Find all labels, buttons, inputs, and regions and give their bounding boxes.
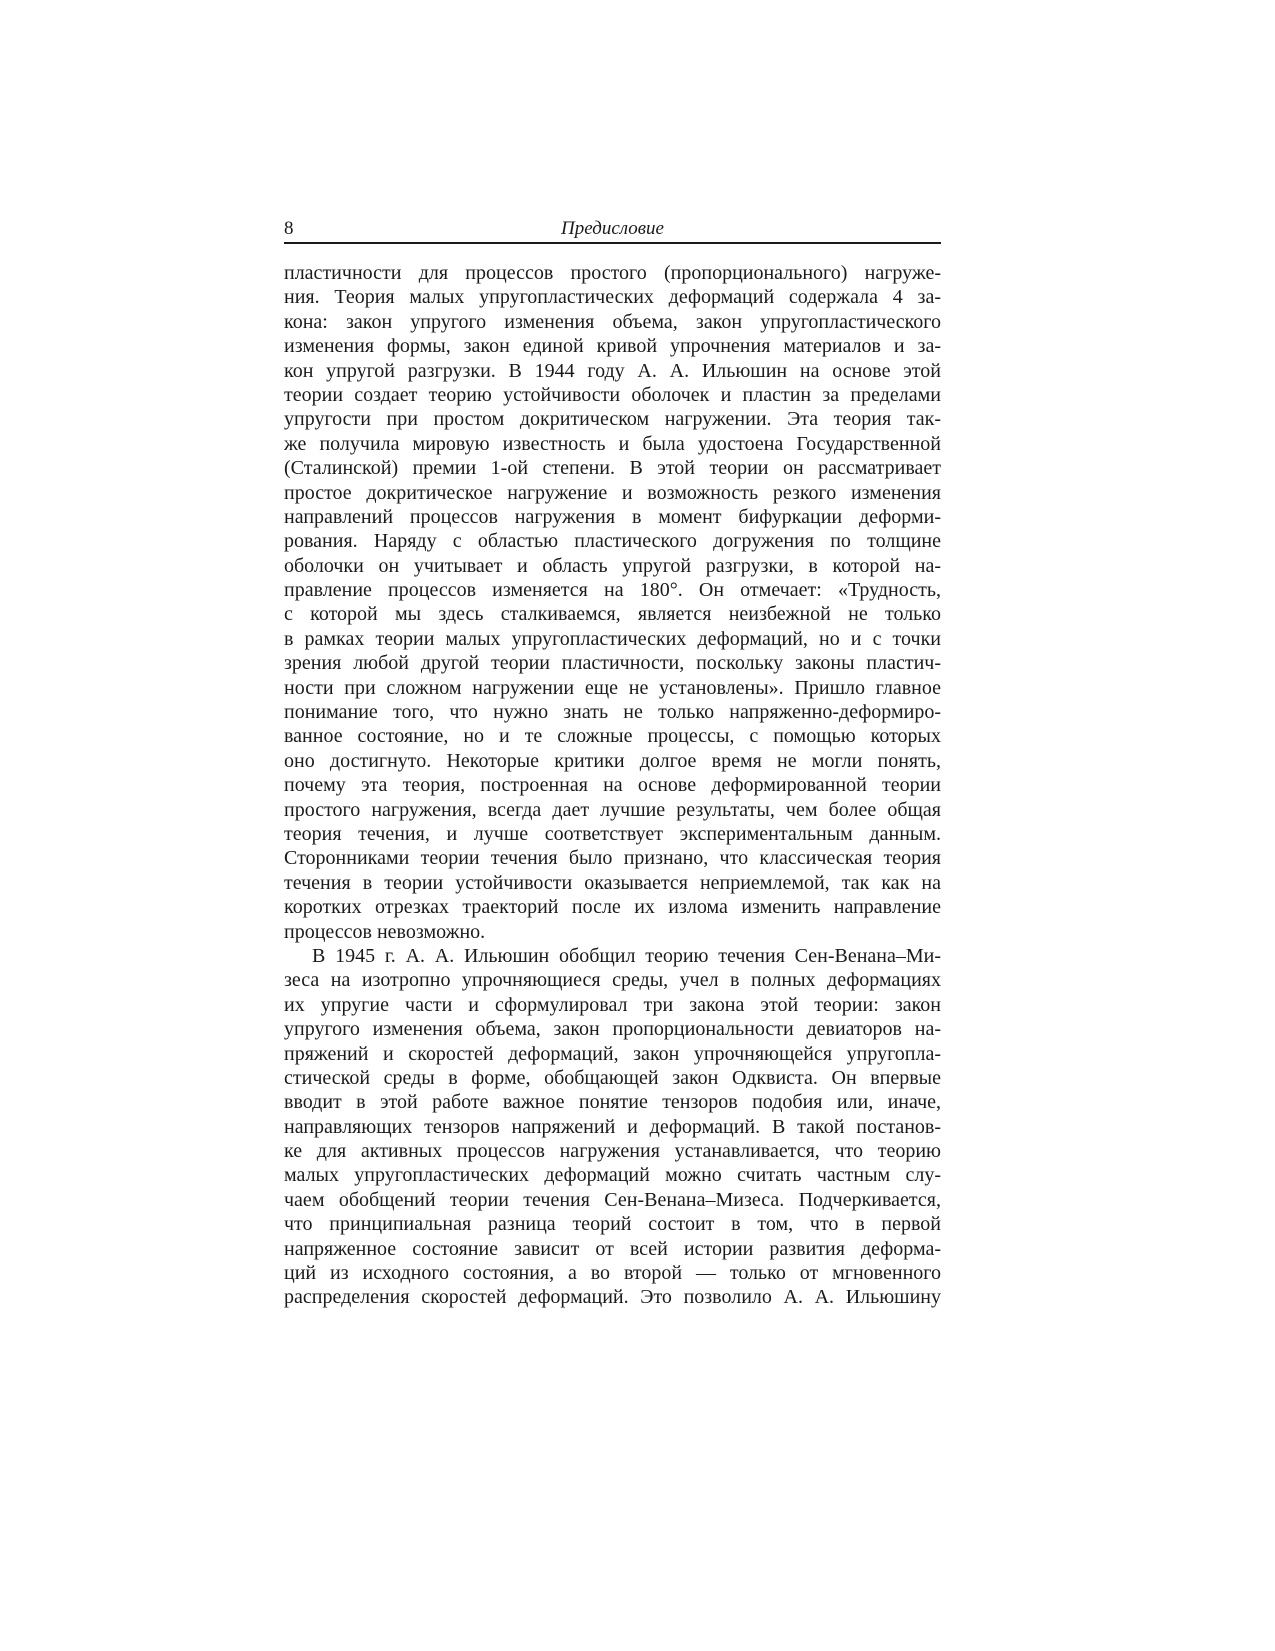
text-line: направляющих тензоров напряжений и деформаций. В такой постанов- <box>284 1115 941 1138</box>
running-title: Предисловие <box>561 218 664 239</box>
text-line: зеса на изотропно упрочняющиеся среды, учел в полных деформациях <box>284 969 941 992</box>
text-line: ния. Теория малых упругопластических деформаций содержала 4 за- <box>284 286 941 309</box>
text-line: оно достигнуто. Некоторые критики долгое время не могли понять, <box>284 749 941 772</box>
text-line: чаем обобщений теории течения Сен-Венана–Мизеса. Подчеркивается, <box>284 1188 941 1211</box>
text-line: рования. Наряду с областью пластического догружения по толщине <box>284 530 941 553</box>
text-line: теории создает теорию устойчивости оболочек и пластин за пределами <box>284 383 941 406</box>
text-line: ке для активных процессов нагружения устанавливается, что теорию <box>284 1140 941 1163</box>
text-line: процессов невозможно. <box>284 920 486 943</box>
text-line: пластичности для процессов простого (пропорционального) нагруже- <box>284 262 941 284</box>
text-line: изменения формы, закон единой кривой упрочнения материалов и за- <box>284 335 941 358</box>
text-line: правление процессов изменяется на 180°. Он отмечает: «Трудность, <box>284 579 941 602</box>
text-line: течения в теории устойчивости оказывается неприемлемой, так как на <box>284 871 941 894</box>
text-line: стической среды в форме, обобщающей закон Одквиста. Он впервые <box>284 1066 941 1089</box>
text-line: с которой мы здесь сталкиваемся, является неизбежной не только <box>284 603 941 626</box>
body-text <box>284 261 941 1310</box>
text-line: почему эта теория, построенная на основе деформированной теории <box>284 774 941 797</box>
text-line: В 1945 г. А. А. Ильюшин обобщил теорию течения Сен-Венана–Ми- <box>312 944 941 967</box>
text-line: же получила мировую известность и была удостоена Государственной <box>284 432 941 455</box>
text-line: распределения скоростей деформаций. Это позволило А. А. Ильюшину <box>284 1286 941 1309</box>
page-header <box>284 214 941 244</box>
text-line: коротких отрезках траекторий после их излома изменить направление <box>284 896 941 919</box>
text-line: упругого изменения объема, закон пропорциональности девиаторов на- <box>284 1018 941 1041</box>
text-line: в рамках теории малых упругопластических деформаций, но и с точки <box>284 627 941 650</box>
text-line: вводит в этой работе важное понятие тензоров подобия или, иначе, <box>284 1091 941 1114</box>
text-line: ности при сложном нагружении еще не установлены». Пришло главное <box>284 676 941 699</box>
text-line: малых упругопластических деформаций можно считать частным слу- <box>284 1164 941 1187</box>
text-line: понимание того, что нужно знать не только напряженно-деформиро- <box>284 701 941 724</box>
text-line: ций из исходного состояния, а во второй — только от мгновенного <box>284 1262 941 1285</box>
text-line: упругости при простом докритическом нагружении. Эта теория так- <box>284 408 941 431</box>
text-line: кона: закон упругого изменения объема, закон упругопластического <box>284 310 941 333</box>
text-line: направлений процессов нагружения в момент бифуркации деформи- <box>284 505 941 528</box>
paragraph-1 <box>284 261 941 944</box>
text-line: теория течения, и лучше соответствует экспериментальным данным. <box>284 822 941 845</box>
text-line: оболочки он учитывает и область упругой разгрузки, в которой на- <box>284 554 941 577</box>
text-line: ванное состояние, но и те сложные процессы, с помощью которых <box>284 725 941 748</box>
paragraph-2 <box>284 944 941 1310</box>
text-line: простое докритическое нагружение и возможность резкого изменения <box>284 481 941 504</box>
text-line: их упругие части и сформулировал три закона этой теории: закон <box>284 993 941 1016</box>
text-line: напряженное состояние зависит от всей истории развития деформа- <box>284 1237 941 1260</box>
text-line: пряжений и скоростей деформаций, закон упрочняющейся упругопла- <box>284 1042 941 1065</box>
text-line: зрения любой другой теории пластичности, поскольку законы пластич- <box>284 652 941 675</box>
text-line: что принципиальная разница теорий состоит в том, что в первой <box>284 1213 941 1236</box>
text-line: (Сталинской) премии 1-ой степени. В этой теории он рассматривает <box>284 457 941 480</box>
text-line: простого нагружения, всегда дает лучшие результаты, чем более общая <box>284 798 941 821</box>
text-line: Сторонниками теории течения было признано, что классическая теория <box>284 847 941 870</box>
page-number: 8 <box>284 218 294 239</box>
text-line: кон упругой разгрузки. В 1944 году А. А. Ильюшин на основе этой <box>284 359 941 382</box>
